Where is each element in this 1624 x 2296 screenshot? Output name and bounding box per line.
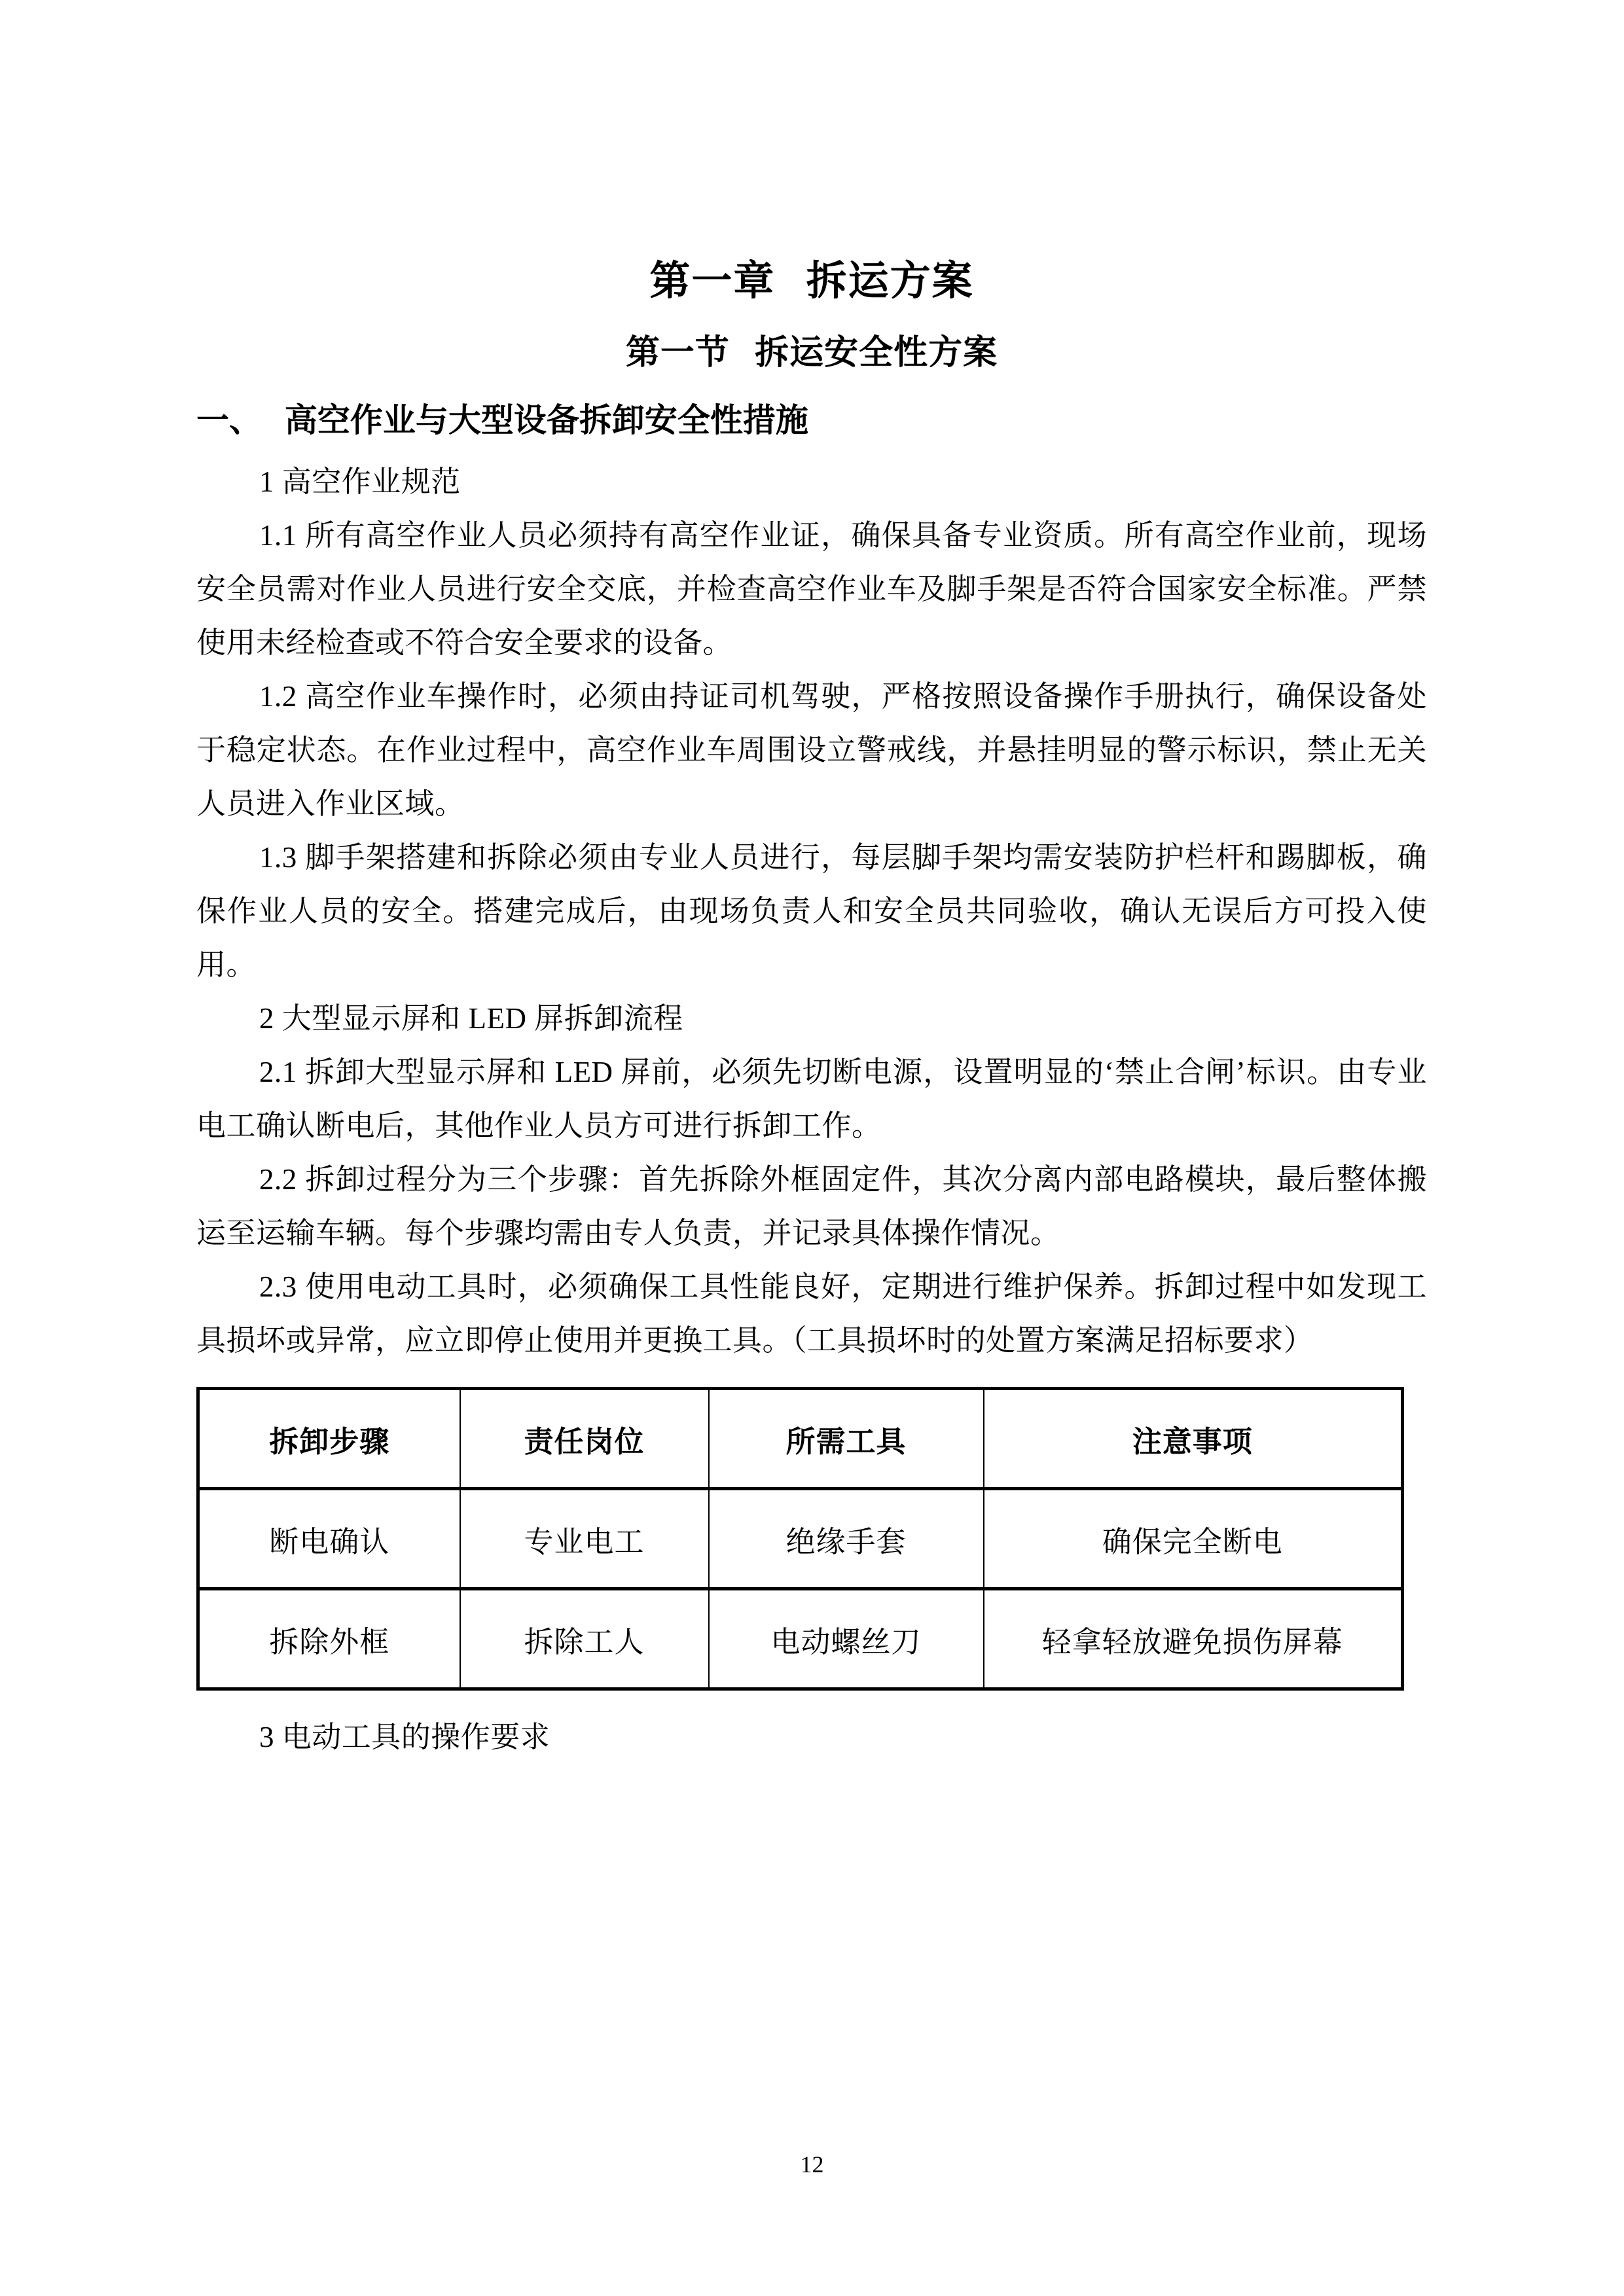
table-cell: 断电确认 [198,1489,460,1589]
paragraph-2-3: 2.3 使用电动工具时，必须确保工具性能良好，定期进行维护保养。拆卸过程中如发现工具损坏或异常，应立即停止使用并更换工具。（工具损坏时的处置方案满足招标要求） [196,1270,1427,1357]
table-cell: 确保完全断电 [984,1489,1403,1589]
table-header-cell: 所需工具 [709,1389,984,1489]
table-cell: 专业电工 [460,1489,709,1589]
table-cell: 拆除外框 [198,1589,460,1689]
paragraph-1-2: 1.2 高空作业车操作时，必须由持证司机驾驶，严格按照设备操作手册执行，确保设备处于稳定状态。在作业过程中，高空作业车周围设立警戒线，并悬挂明显的警示标识，禁止无关人员进入作业区域。 [196,680,1427,820]
table-row [198,1589,1403,1689]
dismantling-table-wrapper [196,1387,1427,1691]
table-cell: 轻拿轻放避免损伤屏幕 [984,1589,1403,1689]
dismantling-steps-table [196,1387,1404,1691]
table-row [198,1489,1403,1589]
chapter-title: 第一章 拆运方案 [649,257,974,304]
table-header-row [198,1389,1403,1489]
paragraph-1-3: 1.3 脚手架搭建和拆除必须由专业人员进行，每层脚手架均需安装防护栏杆和踢脚板，确保作业人员的安全。搭建完成后，由现场负责人和安全员共同验收，确认无误后方可投入使用。 [196,841,1427,981]
section-title: 第一节 拆运安全性方案 [625,333,998,372]
table-header-cell: 责任岗位 [460,1389,709,1489]
paragraph-2-1: 2.1 拆卸大型显示屏和 LED 屏前，必须先切断电源，设置明显的‘禁止合闸’标识。由专业电工确认断电后，其他作业人员方可进行拆卸工作。 [196,1056,1427,1142]
subsection-title-1: 1 高空作业规范 [259,465,461,498]
page-number: 12 [800,2151,824,2178]
table-cell: 绝缘手套 [709,1489,984,1589]
paragraph-1-1: 1.1 所有高空作业人员必须持有高空作业证，确保具备专业资质。所有高空作业前，现场安全员需对作业人员进行安全交底，并检查高空作业车及脚手架是否符合国家安全标准。严禁使用未经检查或不符合安全要求的设备。 [196,519,1427,659]
heading-level-1: 一、 高空作业与大型设备拆卸安全性措施 [196,401,808,439]
table-cell: 电动螺丝刀 [709,1589,984,1689]
subsection-title-3: 3 电动工具的操作要求 [259,1721,550,1753]
table-header-cell: 注意事项 [984,1389,1403,1489]
page-content [196,0,1427,1764]
subsection-title-2: 2 大型显示屏和 LED 屏拆卸流程 [259,1002,683,1035]
paragraph-2-2: 2.2 拆卸过程分为三个步骤：首先拆除外框固定件，其次分离内部电路模块，最后整体搬运至运输车辆。每个步骤均需由专人负责，并记录具体操作情况。 [196,1163,1427,1249]
table-cell: 拆除工人 [460,1589,709,1689]
table-header-cell: 拆卸步骤 [198,1389,460,1489]
